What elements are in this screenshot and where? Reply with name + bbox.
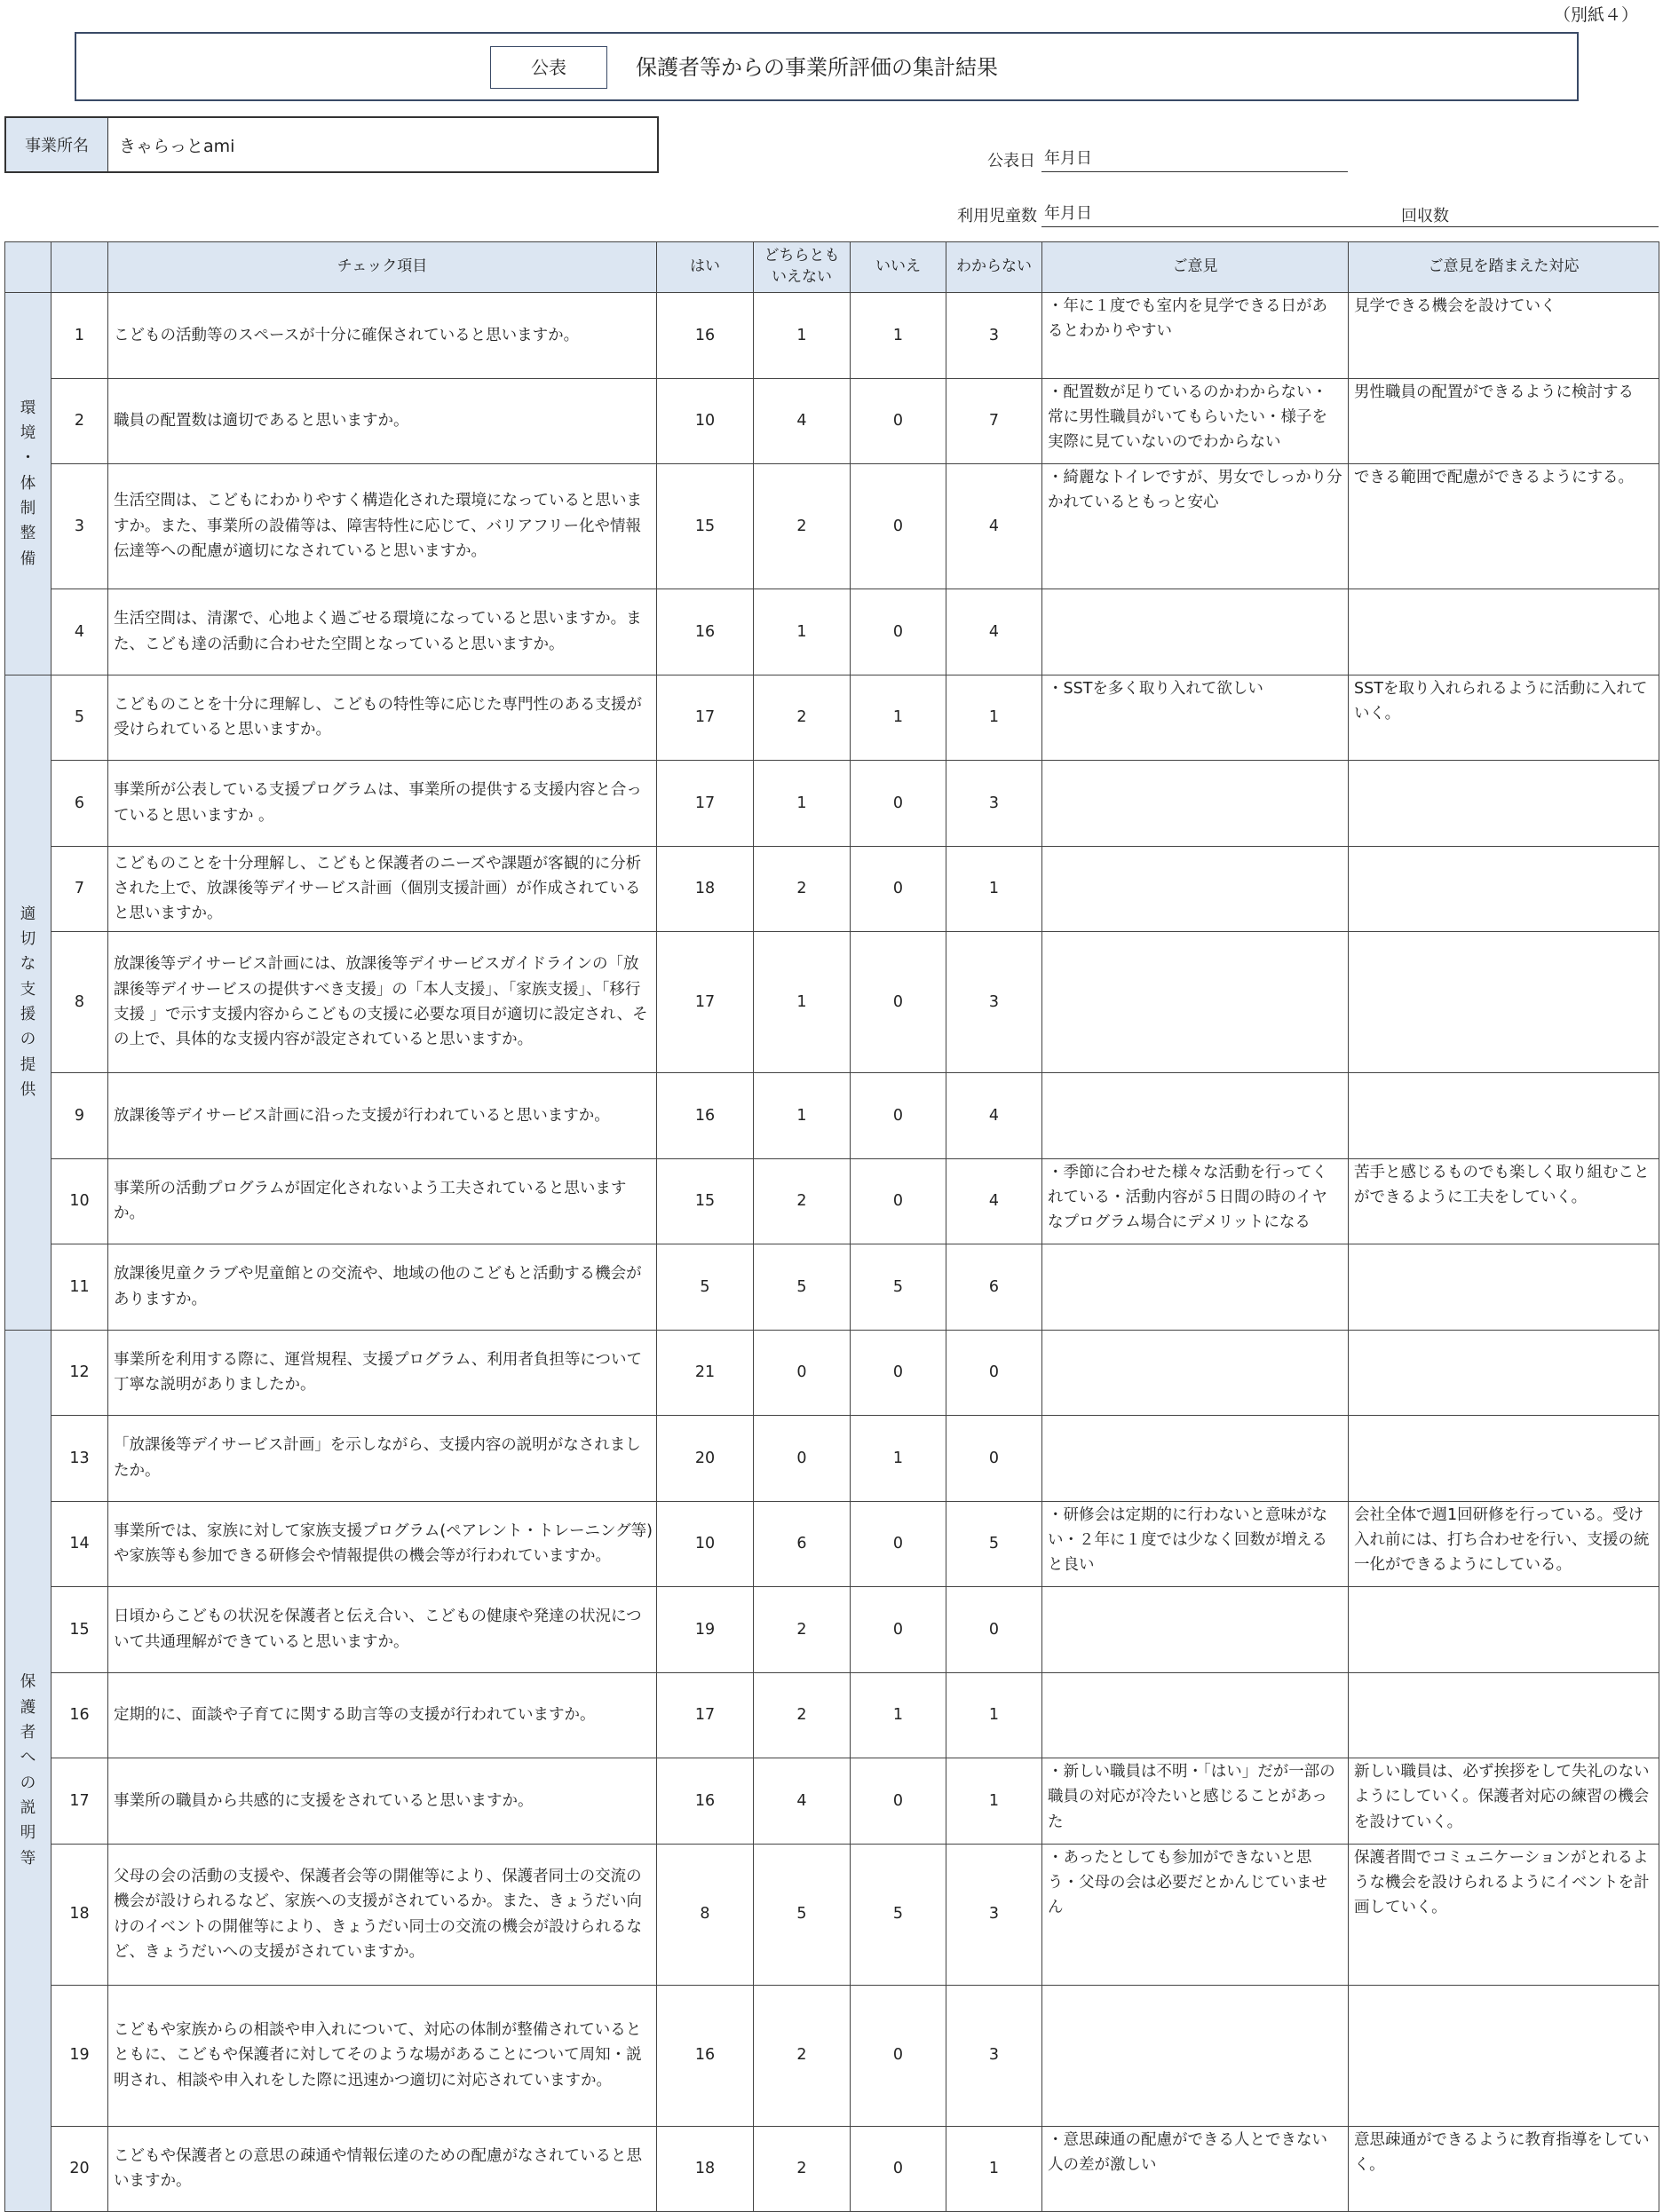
row-number: 20 (51, 2126, 108, 2212)
unknown-count: 1 (946, 1672, 1042, 1758)
response-cell: 苦手と感じるものでも楽しく取り組むことができるように工夫をしていく。 (1349, 1158, 1659, 1244)
yes-count: 16 (657, 293, 754, 379)
table-row (5, 464, 1659, 589)
neither-count: 5 (754, 1844, 851, 1985)
unknown-count: 1 (946, 846, 1042, 932)
table-row (5, 1672, 1659, 1758)
table-row (5, 1501, 1659, 1587)
opinion-cell (1042, 761, 1349, 847)
check-item: 放課後等デイサービス計画には、放課後等デイサービスガイドラインの「放課後等デイサービスの提供すべき支援」の「本人支援」、「家族支援」、「移行支援 」で示す支援内容からこどもの支援に必要な項目が適切に設定され、その上で、具体的な支援内容が設定されていると思いますか。 (108, 932, 657, 1073)
category-cell: 適 切 な 支 援 の 提 供 (5, 675, 51, 1330)
check-item: 職員の配置数は適切であると思いますか。 (108, 378, 657, 464)
row-number: 8 (51, 932, 108, 1073)
check-item: こどもや家族からの相談や申入れについて、対応の体制が整備されているとともに、こどもや保護者に対してそのような場があることについて周知・説明され、相談や申入れをした際に迅速かつ適切に対応されていますか。 (108, 1985, 657, 2126)
header-row (5, 242, 1659, 293)
header-response: ご意見を踏まえた対応 (1349, 242, 1659, 293)
unknown-count: 3 (946, 1985, 1042, 2126)
unknown-count: 1 (946, 2126, 1042, 2212)
row-number: 9 (51, 1073, 108, 1159)
response-cell (1349, 1416, 1659, 1502)
row-number: 1 (51, 293, 108, 379)
attachment-number: （別紙４） (1553, 5, 1638, 25)
unknown-count: 4 (946, 464, 1042, 589)
no-count: 0 (851, 1985, 946, 2126)
check-item: 事業所を利用する際に、運営規程、支援プログラム、利用者負担等について丁寧な説明がありましたか。 (108, 1330, 657, 1416)
no-count: 0 (851, 378, 946, 464)
opinion-cell (1042, 1587, 1349, 1673)
no-count: 5 (851, 1844, 946, 1985)
collected-count-label: 回収数 (1401, 207, 1449, 225)
check-item: 生活空間は、清潔で、心地よく過ごせる環境になっていると思いますか。また、こども達の活動に合わせた空間となっていると思いますか。 (108, 589, 657, 675)
opinion-cell: ・配置数が足りているのかわからない・常に男性職員がいてもらいたい・様子を実際に見ていないのでわからない (1042, 378, 1349, 464)
neither-count: 2 (754, 2126, 851, 2212)
neither-count: 4 (754, 378, 851, 464)
response-cell: 見学できる機会を設けていく (1349, 293, 1659, 379)
neither-count: 1 (754, 761, 851, 847)
no-count: 0 (851, 1758, 946, 1845)
yes-count: 17 (657, 1672, 754, 1758)
yes-count: 10 (657, 1501, 754, 1587)
header-opinion: ご意見 (1042, 242, 1349, 293)
row-number: 17 (51, 1758, 108, 1845)
row-number: 3 (51, 464, 108, 589)
publish-date-value: 年月日 (1041, 146, 1348, 172)
yes-count: 16 (657, 589, 754, 675)
table-row (5, 378, 1659, 464)
unknown-count: 0 (946, 1416, 1042, 1502)
page-title: 保護者等からの事業所評価の集計結果 (636, 55, 998, 80)
response-cell: できる範囲で配慮ができるようにする。 (1349, 464, 1659, 589)
no-count: 0 (851, 2126, 946, 2212)
opinion-cell (1042, 1073, 1349, 1159)
yes-count: 17 (657, 761, 754, 847)
neither-count: 2 (754, 846, 851, 932)
unknown-count: 3 (946, 761, 1042, 847)
neither-count: 5 (754, 1244, 851, 1331)
check-item: 「放課後等デイサービス計画」を示しながら、支援内容の説明がなされましたか。 (108, 1416, 657, 1502)
opinion-cell (1042, 932, 1349, 1073)
check-item: 生活空間は、こどもにわかりやすく構造化された環境になっていると思いますか。また、事業所の設備等は、障害特性に応じて、バリアフリー化や情報伝達等への配慮が適切になされていると思いますか。 (108, 464, 657, 589)
yes-count: 5 (657, 1244, 754, 1331)
response-cell (1349, 589, 1659, 675)
yes-count: 21 (657, 1330, 754, 1416)
header-no: いいえ (851, 242, 946, 293)
unknown-count: 3 (946, 293, 1042, 379)
check-item: 事業所の活動プログラムが固定化されないよう工夫されていると思いますか。 (108, 1158, 657, 1244)
check-item: こどもの活動等のスペースが十分に確保されていると思いますか。 (108, 293, 657, 379)
table-row (5, 1158, 1659, 1244)
no-count: 1 (851, 1416, 946, 1502)
yes-count: 15 (657, 464, 754, 589)
category-cell: 保 護 者 へ の 説 明 等 (5, 1330, 51, 2212)
unknown-count: 3 (946, 1844, 1042, 1985)
response-cell (1349, 1330, 1659, 1416)
row-number: 16 (51, 1672, 108, 1758)
table-row (5, 2126, 1659, 2212)
check-item: 事業所の職員から共感的に支援をされていると思いますか。 (108, 1758, 657, 1845)
evaluation-table (4, 241, 1659, 2212)
row-number: 12 (51, 1330, 108, 1416)
neither-count: 0 (754, 1330, 851, 1416)
header-yes: はい (657, 242, 754, 293)
yes-count: 17 (657, 675, 754, 761)
header-unknown: わからない (946, 242, 1042, 293)
no-count: 1 (851, 1672, 946, 1758)
check-item: こどものことを十分に理解し、こどもの特性等に応じた専門性のある支援が受けられていると思いますか。 (108, 675, 657, 761)
row-number: 2 (51, 378, 108, 464)
row-number: 13 (51, 1416, 108, 1502)
no-count: 0 (851, 1587, 946, 1673)
no-count: 0 (851, 932, 946, 1073)
row-number: 6 (51, 761, 108, 847)
opinion-cell (1042, 846, 1349, 932)
no-count: 0 (851, 1330, 946, 1416)
table-row (5, 1985, 1659, 2126)
opinion-cell: ・季節に合わせた様々な活動を行ってくれている・活動内容が５日間の時のイヤなプログラム場合にデメリットになる (1042, 1158, 1349, 1244)
response-cell: 意思疎通ができるように教育指導をしていく。 (1349, 2126, 1659, 2212)
table-row (5, 1073, 1659, 1159)
unknown-count: 6 (946, 1244, 1042, 1331)
neither-count: 2 (754, 1985, 851, 2126)
response-cell: 会社全体で週1回研修を行っている。受け入れ前には、打ち合わせを行い、支援の統一化ができるようにしている。 (1349, 1501, 1659, 1587)
no-count: 5 (851, 1244, 946, 1331)
check-item: 放課後等デイサービス計画に沿った支援が行われていると思いますか。 (108, 1073, 657, 1159)
neither-count: 1 (754, 293, 851, 379)
response-cell (1349, 932, 1659, 1073)
opinion-cell (1042, 1416, 1349, 1502)
neither-count: 4 (754, 1758, 851, 1845)
opinion-cell (1042, 589, 1349, 675)
response-cell (1349, 1244, 1659, 1331)
yes-count: 18 (657, 2126, 754, 2212)
response-cell (1349, 846, 1659, 932)
check-item: 放課後児童クラブや児童館との交流や、地域の他のこどもと活動する機会がありますか。 (108, 1244, 657, 1331)
table-row (5, 675, 1659, 761)
neither-count: 0 (754, 1416, 851, 1502)
opinion-cell: ・意思疎通の配慮ができる人とできない人の差が激しい (1042, 2126, 1349, 2212)
check-item: こどもや保護者との意思の疎通や情報伝達のための配慮がなされていると思いますか。 (108, 2126, 657, 2212)
yes-count: 8 (657, 1844, 754, 1985)
opinion-cell: ・綺麗なトイレですが、男女でしっかり分かれているともっと安心 (1042, 464, 1349, 589)
table-row (5, 846, 1659, 932)
unknown-count: 1 (946, 675, 1042, 761)
neither-count: 2 (754, 1587, 851, 1673)
neither-count: 2 (754, 675, 851, 761)
office-name-value: きゃらっとami (119, 136, 235, 156)
yes-count: 20 (657, 1416, 754, 1502)
check-item: 事業所が公表している支援プログラムは、事業所の提供する支援内容と合っていると思いますか 。 (108, 761, 657, 847)
row-number: 5 (51, 675, 108, 761)
table-row (5, 589, 1659, 675)
yes-count: 16 (657, 1985, 754, 2126)
header-neither: どちらとも いえない (754, 242, 851, 293)
opinion-cell (1042, 1672, 1349, 1758)
yes-count: 17 (657, 932, 754, 1073)
no-count: 0 (851, 761, 946, 847)
opinion-cell (1042, 1985, 1349, 2126)
response-cell (1349, 1672, 1659, 1758)
neither-count: 2 (754, 464, 851, 589)
no-count: 1 (851, 675, 946, 761)
check-item: こどものことを十分理解し、こどもと保護者のニーズや課題が客観的に分析された上で、放課後等デイサービス計画（個別支援計画）が作成されていると思いますか。 (108, 846, 657, 932)
response-cell: SSTを取り入れられるように活動に入れていく。 (1349, 675, 1659, 761)
check-item: 定期的に、面談や子育てに関する助言等の支援が行われていますか。 (108, 1672, 657, 1758)
check-item: 事業所では、家族に対して家族支援プログラム(ペアレント・トレーニング等)や家族等も参加できる研修会や情報提供の機会等が行われていますか。 (108, 1501, 657, 1587)
row-number: 18 (51, 1844, 108, 1985)
response-cell (1349, 1985, 1659, 2126)
opinion-cell: ・年に１度でも室内を見学できる日があるとわかりやすい (1042, 293, 1349, 379)
opinion-cell: ・SSTを多く取り入れて欲しい (1042, 675, 1349, 761)
opinion-cell (1042, 1330, 1349, 1416)
response-cell: 男性職員の配置ができるように検討する (1349, 378, 1659, 464)
unknown-count: 4 (946, 1158, 1042, 1244)
no-count: 0 (851, 1158, 946, 1244)
row-number: 11 (51, 1244, 108, 1331)
table-body (5, 293, 1659, 2212)
office-name-box (4, 116, 659, 173)
row-number: 4 (51, 589, 108, 675)
header-category (5, 242, 51, 293)
unknown-count: 0 (946, 1330, 1042, 1416)
table-row (5, 1758, 1659, 1845)
response-cell (1349, 1587, 1659, 1673)
header-number (51, 242, 108, 293)
unknown-count: 5 (946, 1501, 1042, 1587)
category-cell: 環 境 ・ 体 制 整 備 (5, 293, 51, 675)
no-count: 0 (851, 1501, 946, 1587)
yes-count: 16 (657, 1758, 754, 1845)
neither-count: 1 (754, 932, 851, 1073)
yes-count: 18 (657, 846, 754, 932)
opinion-cell: ・あったとしても参加ができないと思う・父母の会は必要だとかんじていません (1042, 1844, 1349, 1985)
no-count: 1 (851, 293, 946, 379)
table-row (5, 1330, 1659, 1416)
title-box (75, 32, 1579, 101)
table-row (5, 1244, 1659, 1331)
publication-tag: 公表 (490, 46, 607, 89)
opinion-cell: ・研修会は定期的に行わないと意味がない・２年に１度では少なく回数が増えると良い (1042, 1501, 1349, 1587)
children-count-label: 利用児童数 (957, 207, 1037, 225)
yes-count: 15 (657, 1158, 754, 1244)
yes-count: 10 (657, 378, 754, 464)
neither-count: 1 (754, 589, 851, 675)
check-item: 日頃からこどもの状況を保護者と伝え合い、こどもの健康や発達の状況について共通理解ができていると思いますか。 (108, 1587, 657, 1673)
unknown-count: 3 (946, 932, 1042, 1073)
row-number: 15 (51, 1587, 108, 1673)
neither-count: 1 (754, 1073, 851, 1159)
unknown-count: 0 (946, 1587, 1042, 1673)
office-name-label: 事業所名 (6, 118, 108, 171)
table-row (5, 293, 1659, 379)
table-row (5, 761, 1659, 847)
check-item: 父母の会の活動の支援や、保護者会等の開催等により、保護者同士の交流の機会が設けられるなど、家族への支援がされているか。また、きょうだい向けのイベントの開催等により、きょうだい同士の交流の機会が設けられるなど、きょうだいへの支援がされていますか。 (108, 1844, 657, 1985)
yes-count: 19 (657, 1587, 754, 1673)
publish-date-label: 公表日 (987, 152, 1035, 170)
unknown-count: 4 (946, 589, 1042, 675)
table-row (5, 932, 1659, 1073)
no-count: 0 (851, 1073, 946, 1159)
opinion-cell: ・新しい職員は不明・「はい」だが一部の職員の対応が冷たいと感じることがあった (1042, 1758, 1349, 1845)
opinion-cell (1042, 1244, 1349, 1331)
row-number: 14 (51, 1501, 108, 1587)
header-check-item: チェック項目 (108, 242, 657, 293)
row-number: 19 (51, 1985, 108, 2126)
neither-count: 2 (754, 1672, 851, 1758)
children-count-value: 年月日 (1041, 201, 1659, 227)
no-count: 0 (851, 846, 946, 932)
response-cell (1349, 761, 1659, 847)
no-count: 0 (851, 589, 946, 675)
yes-count: 16 (657, 1073, 754, 1159)
neither-count: 6 (754, 1501, 851, 1587)
table-row (5, 1416, 1659, 1502)
response-cell: 保護者間でコミュニケーションがとれるような機会を設けられるようにイベントを計画していく。 (1349, 1844, 1659, 1985)
row-number: 10 (51, 1158, 108, 1244)
response-cell: 新しい職員は、必ず挨拶をして失礼のないようにしていく。保護者対応の練習の機会を設けていく。 (1349, 1758, 1659, 1845)
unknown-count: 4 (946, 1073, 1042, 1159)
no-count: 0 (851, 464, 946, 589)
unknown-count: 7 (946, 378, 1042, 464)
response-cell (1349, 1073, 1659, 1159)
table-row (5, 1587, 1659, 1673)
table-row (5, 1844, 1659, 1985)
unknown-count: 1 (946, 1758, 1042, 1845)
neither-count: 2 (754, 1158, 851, 1244)
row-number: 7 (51, 846, 108, 932)
